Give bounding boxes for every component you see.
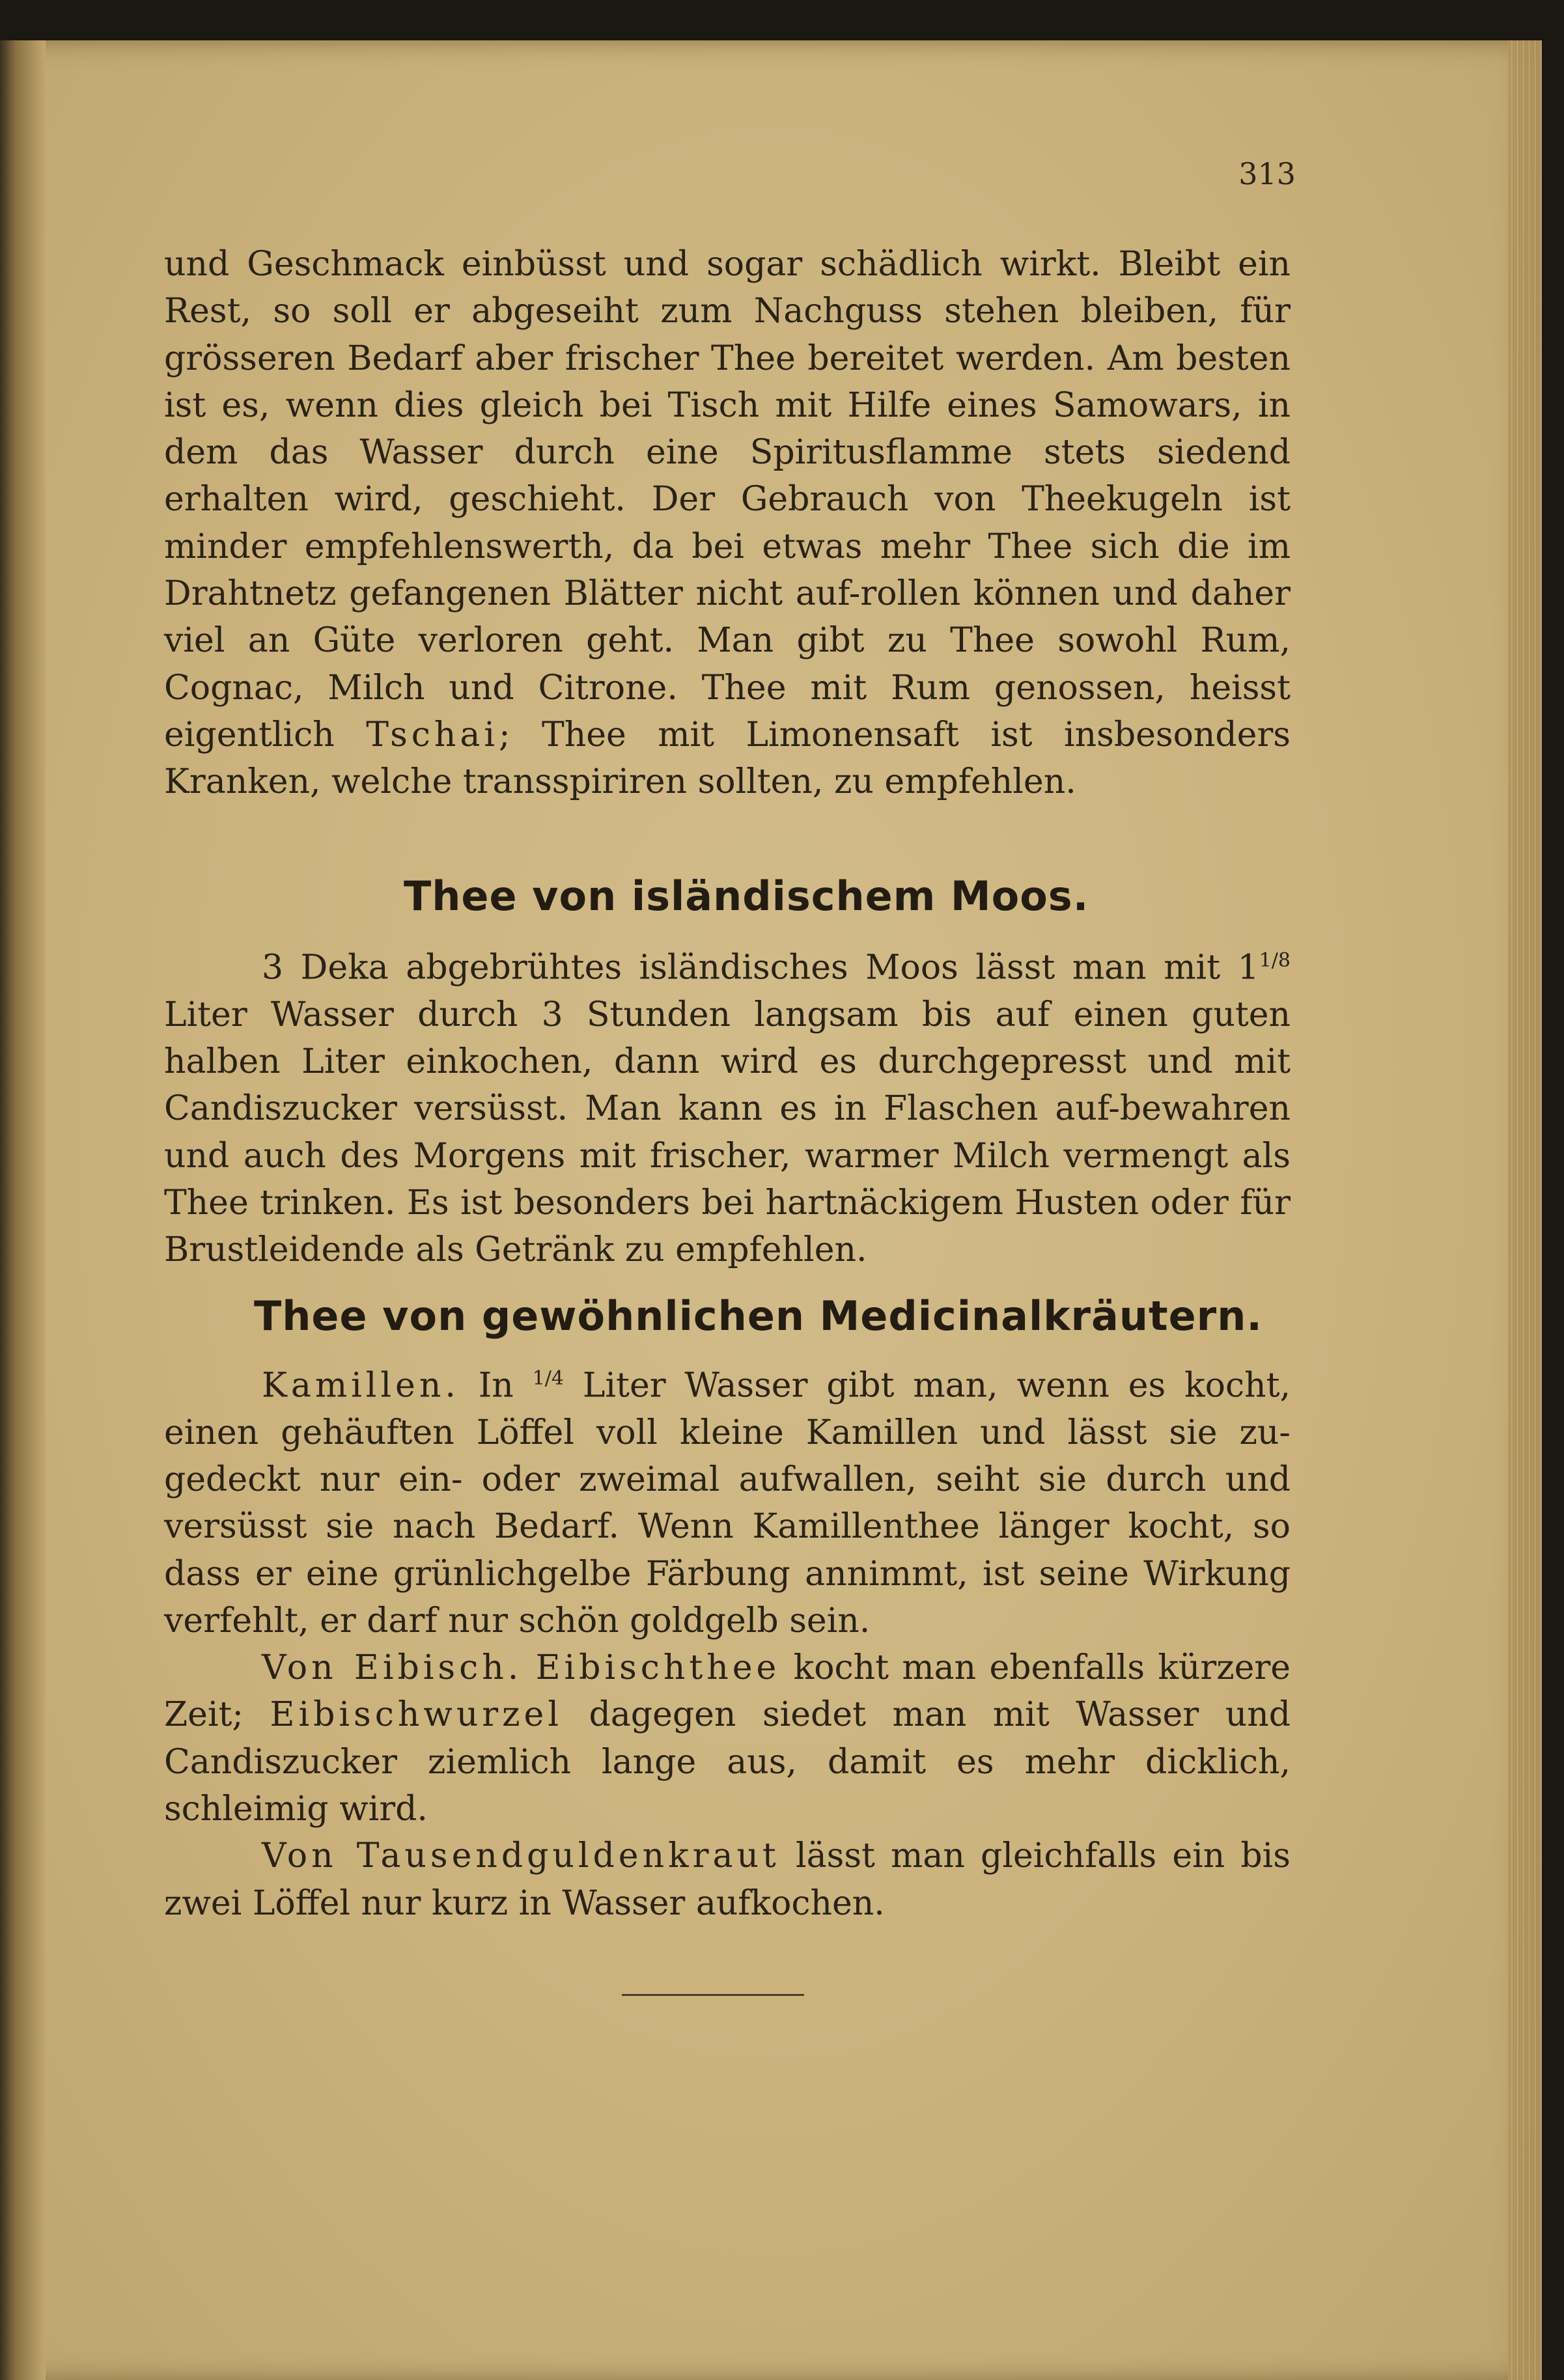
intro-paragraph (164, 241, 1291, 806)
end-rule (622, 1994, 804, 1996)
kamillen-text-a: In (459, 1366, 533, 1405)
tausendgulden-emphasis: Von Tausendguldenkraut (262, 1836, 780, 1876)
eibisch-text-a: kocht man ebenfalls kürzere Zeit; (164, 1648, 1291, 1735)
eibisch-emphasis: Von Eibisch. (262, 1648, 523, 1688)
intro-text: und Geschmack einbüsst und sogar schädlich wirkt. Bleibt ein Rest, so soll er abgeseiht zum Nachguss stehen bleiben, für grösseren Bedarf aber frischer Thee bereitet werden. Am besten ist es, wenn dies gleich bei Tisch mit Hilfe eines Samowars, in dem das Wasser durch eine Spiritusflamme stets siedend erhalten wird, geschieht. Der Gebrauch von Theekugeln ist minder empfehlenswerth, da bei etwas mehr Thee sich die im Drahtnetz gefangenen Blätter nicht auf-rollen können und daher viel an Güte verloren geht. Man gibt zu Thee sowohl Rum, Cognac, Milch und Citrone. Thee mit Rum genossen, heisst eigentlich (164, 245, 1291, 754)
kamillen-fraction: 1/4 (532, 1367, 564, 1390)
moos-fraction: 1/8 (1259, 949, 1291, 972)
eibischthee-emphasis: Eibischthee (535, 1648, 781, 1688)
section-moos-paragraph (164, 937, 1291, 1273)
section-moos-block (164, 937, 1291, 1273)
moos-text-a: 3 Deka abgebrühtes isländisches Moos lässt man mit 1 (262, 948, 1259, 988)
intro-paragraph-block (164, 241, 1291, 806)
kamillen-paragraph (164, 1355, 1291, 1644)
section-medicinal-block (164, 1355, 1291, 1927)
intro-emphasis: Tschai (366, 715, 499, 754)
tausendgulden-text: lässt man gleichfalls ein bis zwei Löffel nur kurz in Wasser aufkochen. (164, 1836, 1291, 1923)
moos-text-b: Liter Wasser durch 3 Stunden langsam bis auf einen guten halben Liter einkochen, dann wird es durchgepresst und mit Candiszucker versüsst. Man kann es in Flaschen auf-bewahren und auch des Morgens mit frischer, warmer Milch vermengt als Thee trinken. Es ist besonders bei hartnäckigem Husten oder für Brustleidende als Getränk zu empfehlen. (164, 995, 1291, 1270)
page-fore-edge (1508, 40, 1542, 2380)
kamillen-emphasis: Kamillen. (262, 1366, 460, 1405)
section-heading-medicinal: Thee von gewöhnlichen Medicinalkräutern. (254, 1292, 1263, 1340)
page-number: 313 (1238, 156, 1296, 191)
section-heading-moos: Thee von isländischem Moos. (404, 872, 1089, 920)
eibischwurzel-emphasis: Eibischwurzel (270, 1695, 563, 1735)
intro-text-2: ; Thee mit Limonensaft ist insbesonders Kranken, welche transspiriren sollten, zu empfehlen. (164, 715, 1291, 802)
eibisch-paragraph (164, 1644, 1291, 1833)
tausendgulden-paragraph (164, 1833, 1291, 1927)
kamillen-text-b: Liter Wasser gibt man, wenn es kocht, einen gehäuften Löffel voll kleine Kamillen und lässt sie zu-gedeckt nur ein- oder zweimal aufwallen, seiht sie durch und versüsst sie nach Bedarf. Wenn Kamillenthee länger kocht, so dass er eine grünlichgelbe Färbung annimmt, ist seine Wirkung verfehlt, er darf nur schön goldgelb sein. (164, 1366, 1291, 1640)
page-gutter (0, 40, 46, 2380)
eibisch-text-b: dagegen siedet man mit Wasser und Candiszucker ziemlich lange aus, damit es mehr dicklich, schleimig wird. (164, 1695, 1291, 1829)
